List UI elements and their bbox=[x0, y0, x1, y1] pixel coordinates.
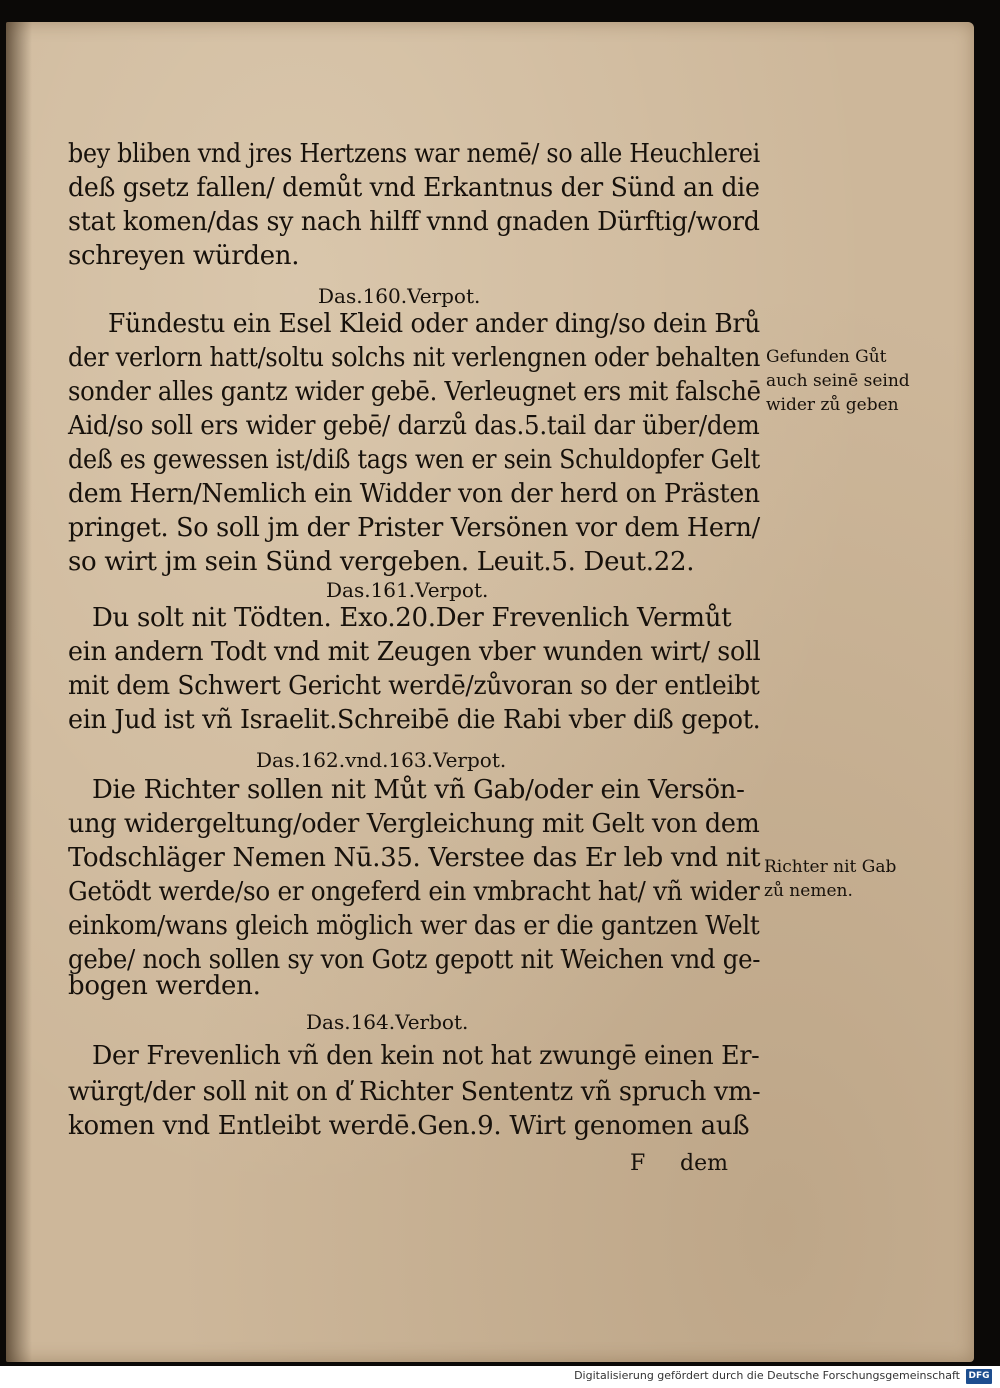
text-line: bogen werden. bbox=[68, 971, 261, 1001]
text-line: Die Richter sollen nit Můt vñ Gab/oder ein Versön- bbox=[92, 775, 745, 805]
margin-note: Richter nit Gab bbox=[764, 857, 897, 877]
section-heading: Das.161.Verpot. bbox=[326, 578, 489, 602]
catchword: dem bbox=[680, 1151, 728, 1176]
margin-note: Gefunden Gůt bbox=[766, 347, 887, 367]
text-line: so wirt jm sein Sünd vergeben. Leuit.5. Deut.22. bbox=[68, 547, 695, 577]
text-line: sonder alles gantz wider gebē. Verleugnet ers mit falschē bbox=[68, 377, 761, 407]
spine-shadow bbox=[6, 22, 32, 1362]
section-heading: Das.162.vnd.163.Verpot. bbox=[256, 748, 507, 772]
text-line: ein andern Todt vnd mit Zeugen vber wunden wirt/ soll bbox=[68, 637, 761, 667]
text-line: dem Hern/Nemlich ein Widder von der herd on Prästen bbox=[68, 479, 760, 509]
text-line: einkom/wans gleich möglich wer das er die gantzen Welt bbox=[68, 911, 760, 941]
dfg-logo: DFG bbox=[966, 1369, 992, 1384]
margin-note: zů nemen. bbox=[764, 881, 853, 901]
footer-bar bbox=[0, 1366, 1000, 1388]
text-line: Fündestu ein Esel Kleid oder ander ding/so dein Brů bbox=[108, 309, 761, 339]
footer-credit: Digitalisierung gefördert durch die Deutsche Forschungsgemeinschaft bbox=[574, 1369, 960, 1382]
text-line: pringet. So soll jm der Prister Versönen vor dem Hern/ bbox=[68, 513, 760, 543]
text-line: bey bliben vnd jres Hertzens war nemē/ so alle Heuchlerei bbox=[68, 139, 760, 169]
text-line: gebe/ noch sollen sy von Gotz gepott nit Weichen vnd ge- bbox=[68, 945, 761, 975]
text-line: Der Frevenlich vñ den kein not hat zwungē einen Er- bbox=[92, 1041, 760, 1071]
text-line: der verlorn hatt/soltu solchs nit verlengnen oder behalten bbox=[68, 343, 761, 373]
text-line: Todschläger Nemen Nū.35. Verstee das Er leb vnd nit bbox=[68, 843, 761, 873]
text-line: Du solt nit Tödten. Exo.20.Der Frevenlich Vermůt bbox=[92, 603, 732, 633]
text-line: ung widergeltung/oder Vergleichung mit Gelt von dem bbox=[68, 809, 760, 839]
text-line: deß gsetz fallen/ demůt vnd Erkantnus der Sünd an die bbox=[68, 173, 760, 203]
text-line: Getödt werde/so er ongeferd ein vmbracht hat/ vñ wider bbox=[68, 877, 760, 907]
signature-mark: F bbox=[630, 1151, 646, 1176]
section-heading: Das.164.Verbot. bbox=[306, 1010, 469, 1034]
text-line: Aid/so soll ers wider gebē/ darzů das.5.tail dar über/dem bbox=[68, 411, 760, 441]
text-line: würgt/der soll nit on ď Richter Sententz vñ spruch vm- bbox=[68, 1077, 761, 1107]
text-line: mit dem Schwert Gericht werdē/zůvoran so der entleibt bbox=[68, 671, 760, 701]
text-line: deß es gewessen ist/diß tags wen er sein Schuldopfer Gelt bbox=[68, 445, 760, 475]
margin-note: wider zů geben bbox=[766, 395, 899, 415]
text-line: komen vnd Entleibt werdē.Gen.9. Wirt genomen auß bbox=[68, 1111, 750, 1141]
text-line: ein Jud ist vñ Israelit.Schreibē die Rabi vber diß gepot. bbox=[68, 705, 761, 735]
margin-note: auch seinē seind bbox=[766, 371, 910, 391]
text-line: stat komen/das sy nach hilff vnnd gnaden Dürftig/word bbox=[68, 207, 760, 237]
text-line: schreyen würden. bbox=[68, 241, 300, 271]
section-heading: Das.160.Verpot. bbox=[318, 284, 481, 308]
